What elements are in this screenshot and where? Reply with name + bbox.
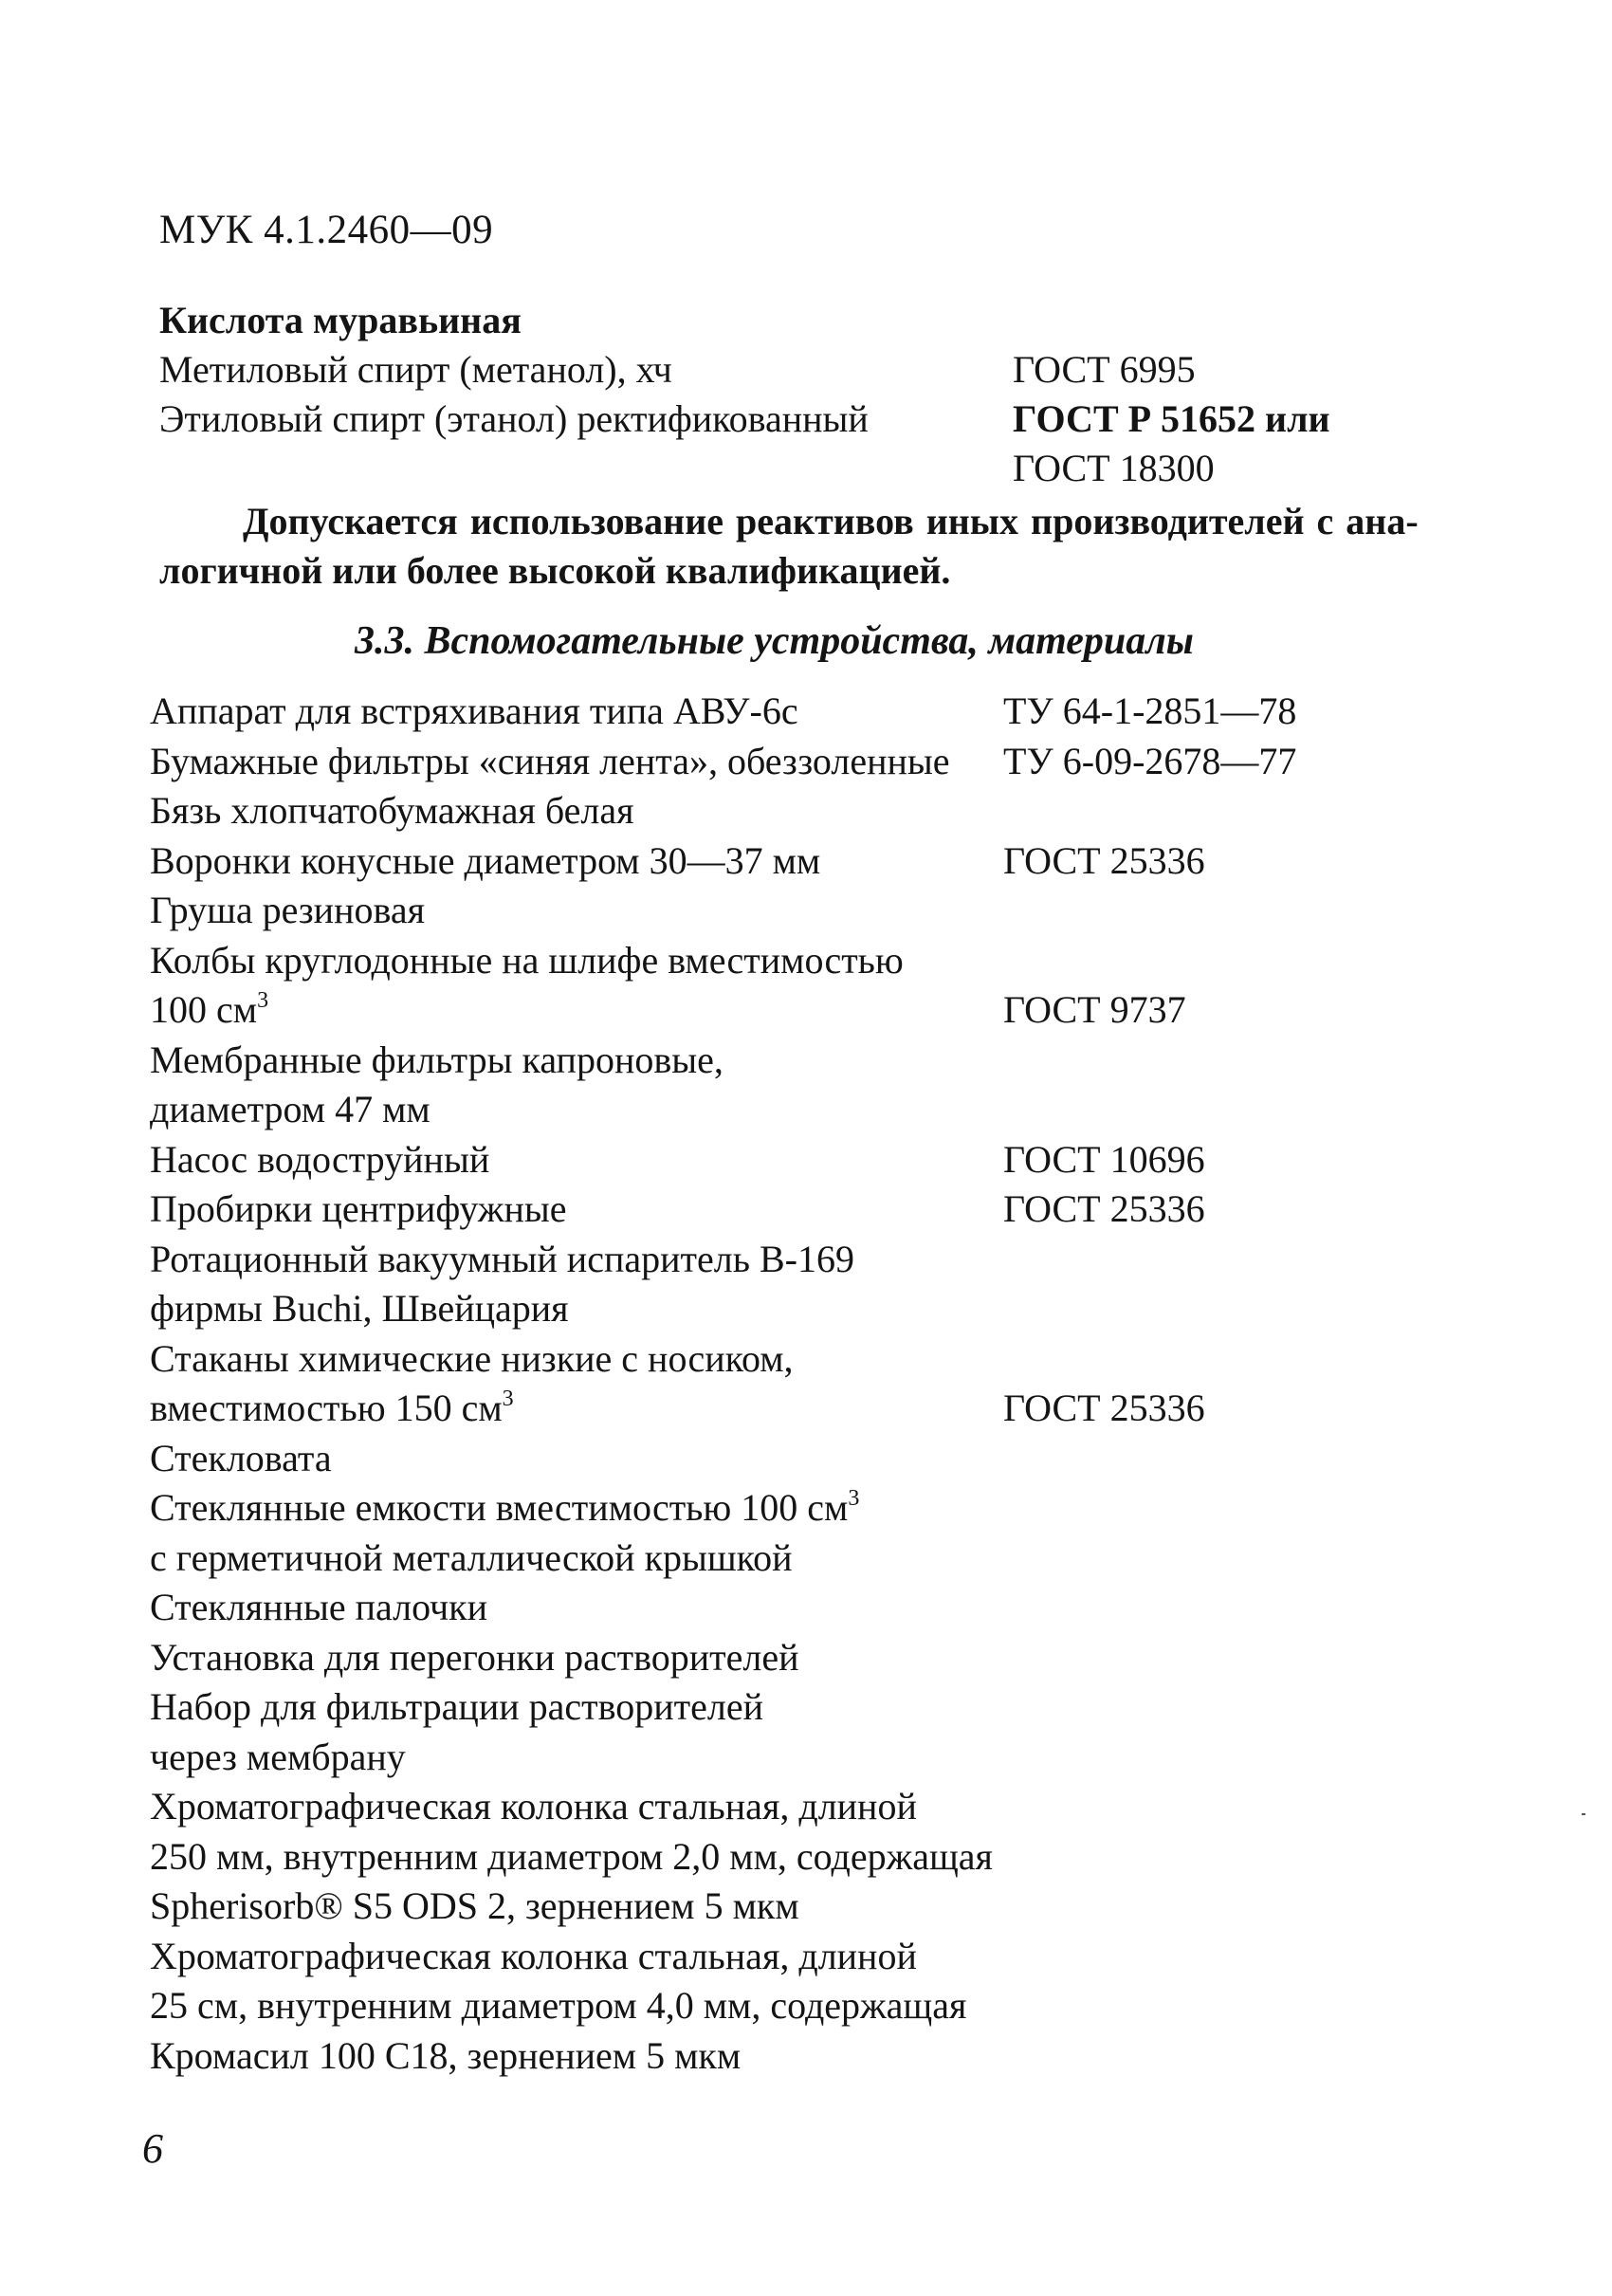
material-standard: ГОСТ 25336 xyxy=(1003,1187,1205,1230)
superscript: 3 xyxy=(502,1387,514,1411)
material-name-with-sup xyxy=(150,985,1003,1036)
reagent-standard: ГОСТ 6995 xyxy=(1013,348,1196,391)
reagent-row xyxy=(159,296,1392,345)
material-row xyxy=(150,786,1383,836)
material-standard: ТУ 64-1-2851—78 xyxy=(1003,689,1297,732)
material-name: Установка для перегонки растворителей xyxy=(150,1635,799,1679)
material-standard: ТУ 6-09-2678—77 xyxy=(1003,739,1297,782)
material-name: Набор для фильтрации растворителей xyxy=(150,1685,764,1728)
reagents-note xyxy=(159,497,1419,596)
material-name-text: вместимостью 150 см xyxy=(150,1387,503,1429)
material-name: Груша резиновая xyxy=(150,889,425,931)
reagent-standard: ГОСТ 18300 xyxy=(1013,447,1215,489)
material-row xyxy=(150,1185,1383,1235)
material-name: Spherisorb® S5 ODS 2, зернением 5 мкм xyxy=(150,1884,799,1927)
material-standard: ГОСТ 9737 xyxy=(1003,988,1186,1031)
material-row xyxy=(150,1284,1383,1334)
material-name: Кромасил 100 С18, зернением 5 мкм xyxy=(150,2033,742,2077)
material-name: Стаканы химические низкие с носиком, xyxy=(150,1336,794,1380)
material-row xyxy=(150,1534,1383,1584)
material-row xyxy=(150,1932,1383,1982)
material-row xyxy=(150,2031,1383,2082)
material-row xyxy=(150,1583,1383,1633)
reagent-name: Кислота муравьиная xyxy=(159,299,522,341)
material-row xyxy=(150,1434,1383,1484)
page-number: 6 xyxy=(142,2125,163,2172)
material-row xyxy=(150,687,1383,737)
material-name: 250 мм, внутренним диаметром 2,0 мм, содержащая xyxy=(150,1834,993,1878)
material-row xyxy=(150,1135,1383,1185)
material-name: Ротационный вакуумный испаритель В-169 xyxy=(150,1237,854,1280)
reagent-row xyxy=(159,444,1392,493)
section-title: 3.3. Вспомогательные устройства, материалы xyxy=(355,619,1194,663)
material-row xyxy=(150,1085,1383,1135)
material-standard: ГОСТ 25336 xyxy=(1003,1387,1205,1429)
material-row xyxy=(150,936,1383,986)
material-standard: ГОСТ 10696 xyxy=(1003,1137,1205,1181)
material-row xyxy=(150,1036,1383,1086)
material-standard: ГОСТ 25336 xyxy=(1003,838,1205,882)
material-name: Колбы круглодонные на шлифе вместимостью xyxy=(150,938,904,982)
material-row xyxy=(150,1832,1383,1883)
material-row xyxy=(150,1733,1383,1783)
material-row xyxy=(150,886,1383,936)
material-row xyxy=(150,1235,1383,1285)
material-name: Мембранные фильтры капроновые, xyxy=(150,1038,724,1081)
material-row xyxy=(150,836,1383,887)
material-row xyxy=(150,1633,1383,1683)
reagent-name: Метиловый спирт (метанол), хч xyxy=(159,348,672,391)
material-name: Воронки конусные диаметром 30—37 мм xyxy=(150,838,821,882)
material-name: Бязь хлопчатобумажная белая xyxy=(150,789,634,832)
note-line-1: Допускается использование реактивов иных производителей с ана- xyxy=(243,500,1419,542)
material-name: с герметичной металлической крышкой xyxy=(150,1535,793,1579)
materials-list xyxy=(150,687,1383,2081)
material-name-text: Стеклянные емкости вместимостью 100 см xyxy=(150,1486,849,1529)
material-name: Стекловата xyxy=(150,1436,332,1479)
material-name: Бумажные фильтры «синяя лента», обеззоленные xyxy=(150,739,950,782)
reagent-row xyxy=(159,395,1392,444)
material-name: Хроматографическая колонка стальная, длиной xyxy=(150,1934,917,1977)
material-row xyxy=(150,985,1383,1036)
material-name: фирмы Buchi, Швейцария xyxy=(150,1287,569,1330)
reagent-name: Этиловый спирт (этанол) ректификованный xyxy=(159,397,869,440)
superscript: 3 xyxy=(257,988,269,1013)
material-name: Насос водоструйный xyxy=(150,1137,490,1181)
material-name: Хроматографическая колонка стальная, длиной xyxy=(150,1785,917,1828)
material-name-text: 100 см xyxy=(150,988,258,1031)
material-name: Аппарат для встряхивания типа АВУ-6с xyxy=(150,689,798,732)
material-row xyxy=(150,1334,1383,1385)
material-row xyxy=(150,1782,1383,1832)
material-name: диаметром 47 мм xyxy=(150,1088,430,1130)
note-line-2: логичной или более высокой квалификацией. xyxy=(159,549,951,592)
superscript: 3 xyxy=(848,1486,860,1511)
material-row xyxy=(150,1882,1383,1932)
material-name-with-sup xyxy=(150,1483,1003,1534)
reagents-list xyxy=(159,296,1392,493)
material-row xyxy=(150,1483,1383,1534)
material-name: 25 см, внутренним диаметром 4,0 мм, содержащая xyxy=(150,1984,967,2027)
material-name: через мембрану xyxy=(150,1735,406,1778)
material-name-with-sup xyxy=(150,1384,1003,1434)
reagent-row xyxy=(159,345,1392,395)
material-row xyxy=(150,737,1383,787)
material-row xyxy=(150,1981,1383,2031)
reagent-standard: ГОСТ Р 51652 или xyxy=(1013,397,1330,440)
material-name: Пробирки центрифужные xyxy=(150,1187,567,1230)
material-row xyxy=(150,1384,1383,1434)
material-row xyxy=(150,1682,1383,1733)
document-code: МУК 4.1.2460—09 xyxy=(159,208,494,252)
scan-speck xyxy=(1582,1813,1585,1815)
material-name: Стеклянные палочки xyxy=(150,1586,488,1628)
